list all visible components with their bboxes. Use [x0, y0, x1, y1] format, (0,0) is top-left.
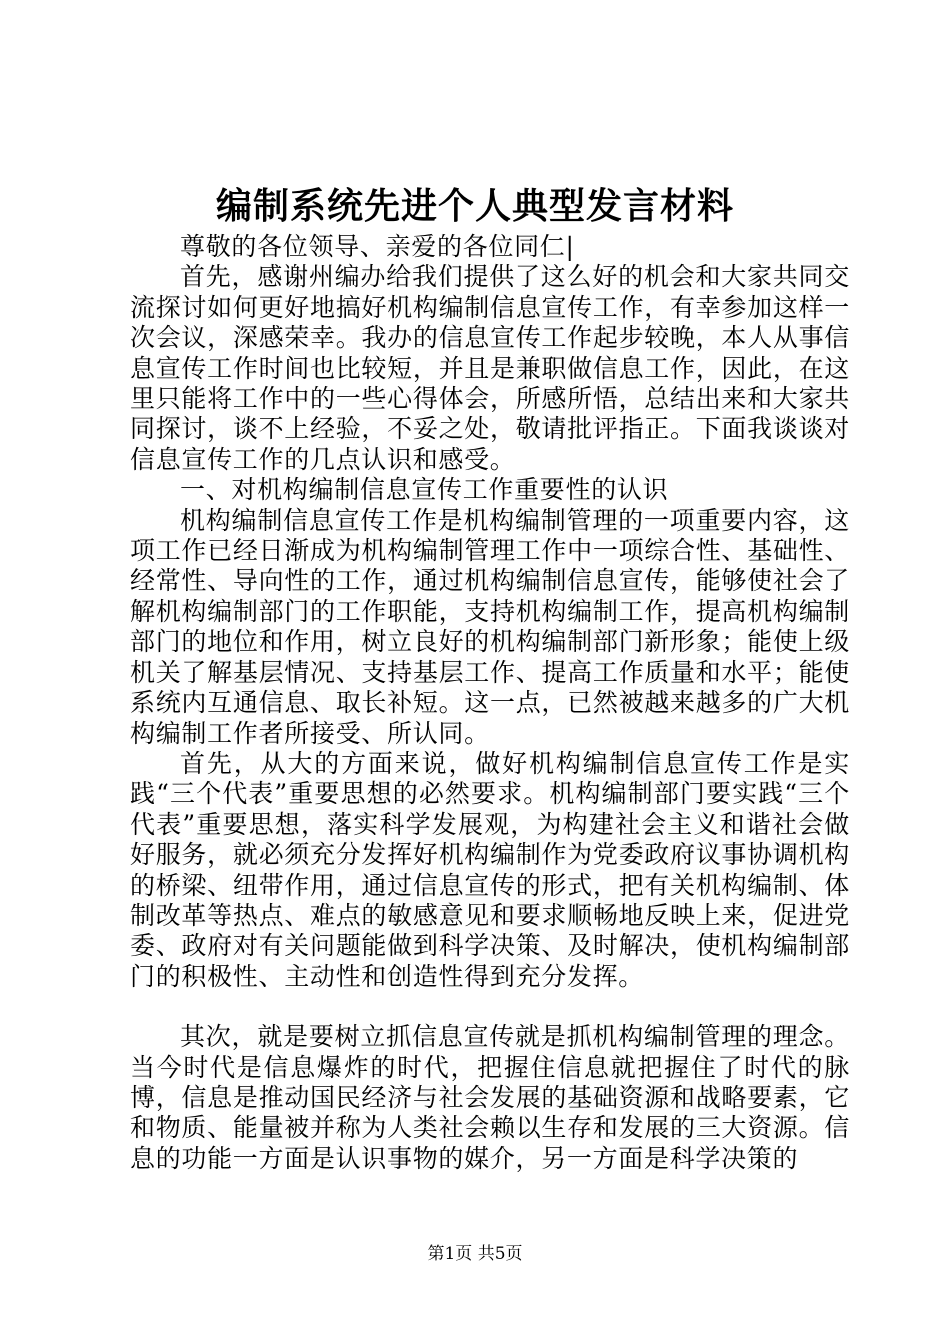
document-body — [130, 232, 850, 1174]
section-heading: 一、对机构编制信息宣传工作重要性的认识 — [180, 475, 669, 505]
body-paragraph: 机构编制信息宣传工作是机构编制管理的一项重要内容，这项工作已经日渐成为机构编制管理工作中一项综合性、基础性、经常性、导向性的工作，通过机构编制信息宣传，能够使社会了解机构编制部门的工作职能，支持机构编制工作，提高机构编制部门的地位和作用，树立良好的机构编制部门新形象；能使上级机关了解基层情况、支持基层工作、提高工作质量和水平；能使系统内互通信息、取长补短。这一点，已然被越来越多的广大机构编制工作者所接受、所认同。 — [130, 505, 850, 748]
body-paragraph: 其次，就是要树立抓信息宣传就是抓机构编制管理的理念。当今时代是信息爆炸的时代，把握住信息就把握住了时代的脉博，信息是推动国民经济与社会发展的基础资源和战略要素，它和物质、能量被并称为人类社会赖以生存和发展的三大资源。信息的功能一方面是认识事物的媒介，另一方面是科学决策的 — [130, 1022, 850, 1173]
intro-paragraph: 首先，感谢州编办给我们提供了这么好的机会和大家共同交流探讨如何更好地搞好机构编制信息宣传工作，有幸参加这样一次会议，深感荣幸。我办的信息宣传工作起步较晚，本人从事信息宣传工作时间也比较短，并且是兼职做信息工作，因此，在这里只能将工作中的一些心得体会，所感所悟，总结出来和大家共同探讨，谈不上经验，不妥之处，敬请批评指正。下面我谈谈对信息宣传工作的几点认识和感受。 — [130, 262, 850, 474]
page-footer: 第1页 共5页 — [427, 1244, 523, 1264]
document-title: 编制系统先进个人典型发言材料 — [215, 186, 734, 227]
body-paragraph: 首先，从大的方面来说，做好机构编制信息宣传工作是实践“三个代表”重要思想的必然要求。机构编制部门要实践“三个代表”重要思想，落实科学发展观，为构建社会主义和谐社会做好服务，就必须充分发挥好机构编制作为党委政府议事协调机构的桥梁、纽带作用，通过信息宣传的形式，把有关机构编制、体制改革等热点、难点的敏感意见和要求顺畅地反映上来，促进党委、政府对有关问题能做到科学决策、及时解决，使机构编制部门的积极性、主动性和创造性得到充分发挥。 — [130, 748, 850, 991]
salutation-paragraph: 尊敬的各位领导、亲爱的各位同仁| — [180, 232, 575, 261]
